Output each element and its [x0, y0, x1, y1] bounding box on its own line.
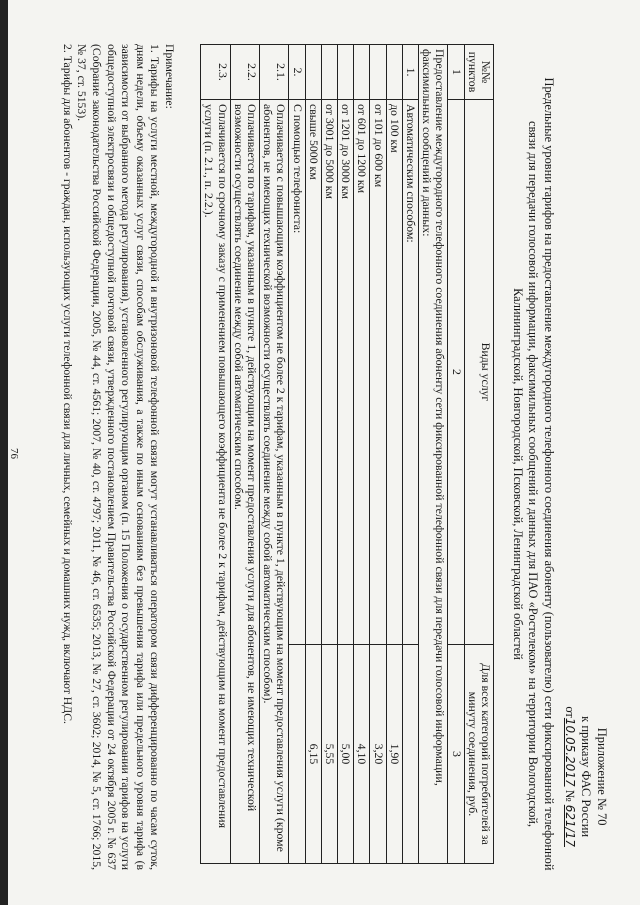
row-number: 2.1.: [259, 45, 288, 100]
appendix-title: Приложение № 70: [595, 727, 609, 826]
col-num-3: 3: [448, 645, 464, 864]
tariff-value: 6,15: [305, 645, 321, 864]
table-row: [259, 45, 288, 864]
section-title: Предоставление междугородного телефонного соединения абоненту сети фиксированной телефонной связи для передачи голосовой информации, факсимильных сообщений и данных:: [418, 45, 447, 864]
row-text: Автоматическим способом:: [402, 100, 418, 645]
table-row: [337, 45, 353, 864]
col-num-2: 2: [448, 100, 464, 645]
row-number: 2.2.: [230, 45, 259, 100]
col-num-1: 1: [448, 45, 464, 100]
distance-label: до 100 км: [386, 100, 402, 645]
table-row: [370, 45, 386, 864]
row-text: Оплачивается с повышающим коэффициентом не более 2 к тарифам, указанным в пункте 1, действующим на момент предоставления услуги (кроме абонентов, не имеющих технической возможности осуществлять соединение между собой автоматическим способом).: [259, 100, 288, 864]
distance-label: от 101 до 600 км: [370, 100, 386, 645]
table-row: [201, 45, 230, 864]
note-1: 1. Тарифы на услуги местной, междугородной и внутризоновой телефонной связи могут устанавливаться оператором связи дифференцированно по часам суток, дням недели, объему оказанных услуг связи, способам обслуживания, а также по иным основаниям без превышения тарифа или предельного уровня тарифа (в зависимости от выбранного метода регулирования), установленного регулирующим органом (п. 15 Положения о государственном регулировании тарифов на услуги общедоступной электросвязи и общедоступной почтовой связи, утвержденного постановлением Правительства Российской Федерации от 24 октября 2005 г. № 637 (Собрание законодательства Российской Федерации, 2005, № 44, ст. 4561; 2007, № 40, ст. 4797; 2011, № 46, ст. 6535; 2013, № 27, ст. 3602; 2014, № 5, ст. 1766; 2015, № 37, ст. 5153).: [75, 44, 162, 870]
table-row: [354, 45, 370, 864]
notes: [59, 44, 176, 870]
table-row: [289, 45, 305, 864]
note-2: 2. Тарифы для абонентов - граждан, использующих услуги телефонной связи для личных, семейных и домашних нужд, включают НДС.: [60, 44, 74, 724]
document-title: Предельные уровни тарифов на предоставление междугородного телефонного соединения абоненту (пользователю) сети фиксированной телефонной связи для передачи голосовой информации, факсимильных сообщений и данных для ПАО «Ростелеком» на территории Вологодской, Калининградской, Новгородской, Псковской, Ленинградской областей: [510, 77, 556, 871]
distance-label: от 1201 до 3000 км: [337, 100, 353, 645]
tariff-value: 3,20: [370, 645, 386, 864]
table-row: [321, 45, 337, 864]
table-row: [386, 45, 402, 864]
handwritten-date: 10.05.2017: [563, 717, 577, 787]
tariff-table: [200, 44, 494, 864]
tariff-value: 4,10: [354, 645, 370, 864]
table-row: [230, 45, 259, 864]
section-row: [418, 45, 447, 864]
header-tariff: Для всех категорий потребителей за минуту соединения, руб.: [464, 645, 493, 864]
page-number: 76: [8, 448, 20, 459]
tariff-value: 1,90: [386, 645, 402, 864]
table-row: [305, 45, 321, 864]
distance-label: от 601 до 1200 км: [354, 100, 370, 645]
row-number: 1.: [402, 45, 418, 100]
order-date-line: от10.05.2017 № 621/17: [563, 706, 577, 847]
distance-label: свыше 5000 км: [305, 100, 321, 645]
distance-label: от 3001 до 5000 км: [321, 100, 337, 645]
handwritten-number: 621/17: [563, 804, 577, 847]
header-service: Виды услуг: [464, 100, 493, 645]
tariff-value: 5,00: [337, 645, 353, 864]
table-header-row: [464, 45, 493, 864]
column-numbers-row: [448, 45, 464, 864]
row-text: Оплачивается по тарифам, указанным в пункте 1, действующим на момент предоставления услуги для абонентов, не имеющих технической возможности осуществлять соединение между собой автоматическим способом.: [230, 100, 259, 864]
row-text: Оплачивается по срочному заказу с применением повышающего коэффициента не более 2 к тарифам, действующим на момент предоставления услуги (п. 2.1., п. 2.2.).: [201, 100, 230, 864]
row-text: С помощью телефониста:: [289, 100, 305, 645]
document-header: [562, 706, 610, 847]
row-number: 2.: [289, 45, 305, 100]
tariff-value: 5,55: [321, 645, 337, 864]
notes-title: Примечание:: [163, 44, 176, 109]
order-reference: к приказу ФАС России: [579, 716, 593, 838]
table-row: [402, 45, 418, 864]
row-number: 2.3.: [201, 45, 230, 100]
header-number: №№ пунктов: [464, 45, 493, 100]
